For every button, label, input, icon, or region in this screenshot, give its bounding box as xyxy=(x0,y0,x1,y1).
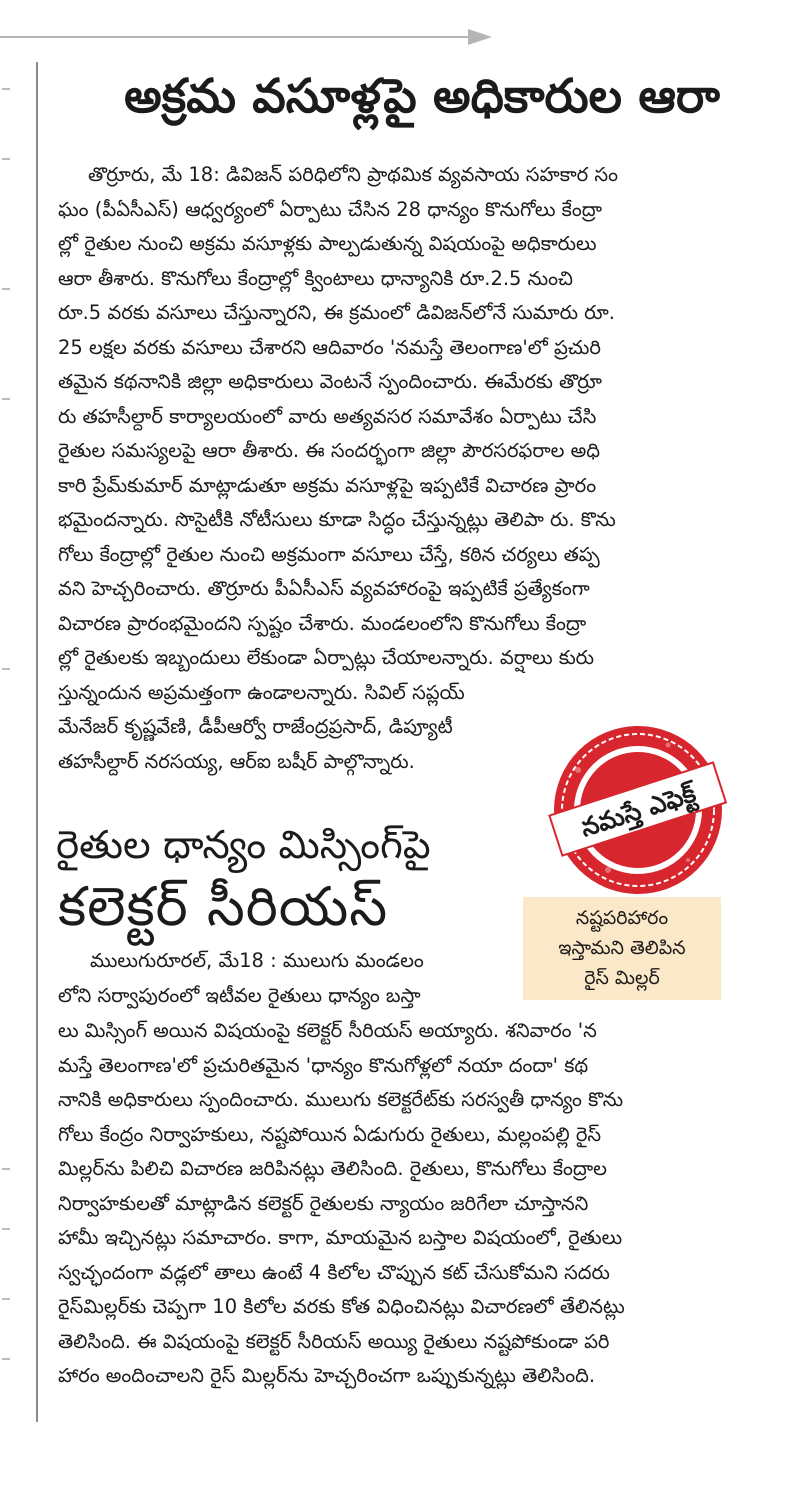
arrow-icon xyxy=(468,29,492,45)
adjacent-column-fragments xyxy=(2,68,12,1368)
text-line: స్వచ్ఛందంగా వడ్లలో తాలు ఉంటే 4 కిలోల చొప్పున కట్ చేసుకోమని సదరు xyxy=(58,1260,610,1284)
text-line: ఘం (పీఏసీఎస్) ఆధ్వర్యంలో ఏర్పాటు చేసిన 28 ధాన్యం కొనుగోలు కేంద్రా xyxy=(58,197,602,221)
text-line: రూ.5 వరకు వసూలు చేస్తున్నారని, ఈ క్రమంలో డివిజన్‌లోనే సుమారు రూ. xyxy=(58,301,615,324)
column-divider-rule xyxy=(36,62,38,1422)
stamp-label: నమస్తే ఎఫెక్ట్ xyxy=(577,778,700,843)
text-line: నానికి అధికారులు స్పందించారు. ములుగు కలెక్టరేట్‌కు సరస్వతీ ధాన్యం కొను xyxy=(58,1088,624,1111)
text-line: హారం అందించాలని రైస్ మిల్లర్‌ను హెచ్చరించగా ఒప్పుకున్నట్లు తెలిసింది. xyxy=(58,1364,596,1387)
article1-body xyxy=(58,158,722,779)
text-line: రైస్‌మిల్లర్‌కు చెప్పగా 10 కిలోల వరకు కోత విధించినట్లు విచారణలో తేలినట్లు xyxy=(58,1295,625,1318)
article2-intro xyxy=(58,944,504,1013)
text-line: రైతుల సమస్యలపై ఆరా తీశారు. ఈ సందర్భంగా జిల్లా పౌరసరఫరాల అధి xyxy=(58,439,601,462)
text-line: తెలిసింది. ఈ విషయంపై కలెక్టర్ సీరియస్ అయ్యి రైతులు నష్టపోకుండా పరి xyxy=(58,1329,610,1353)
text-line: హామీ ఇచ్చినట్లు సమాచారం. కాగా, మాయమైన బస్తాల విషయంలో, రైతులు xyxy=(58,1226,623,1249)
text-line: మిల్లర్‌ను పిలిచి విచారణ జరిపినట్లు తెలిసింది. రైతులు, కొనుగోలు కేంద్రాల xyxy=(58,1157,608,1180)
text-line: గోలు కేంద్రాల్లో రైతుల నుంచి అక్రమంగా వసూలు చేస్తే, కఠిన చర్యలు తప్ప xyxy=(58,542,600,566)
text-line: లోని సర్వాపురంలో ఇటీవల రైతులు ధాన్యం బస్తా xyxy=(58,983,421,1007)
text-line: గోలు కేంద్రం నిర్వాహకులు, నష్టపోయిన ఏడుగురు రైతులు, మల్లంపల్లి రైస్ xyxy=(58,1122,602,1146)
text-line: 25 లక్షల వరకు వసూలు చేశారని ఆదివారం 'నమస్తే తెలంగాణ'లో ప్రచురి xyxy=(58,335,601,359)
article-headline: అక్రమ వసూళ్లపై అధికారుల ఆరా xyxy=(124,69,720,124)
text-line: లు మిస్సింగ్ అయిన విషయంపై కలెక్టర్ సీరియస్ అయ్యారు. శనివారం 'న xyxy=(58,1019,597,1042)
highlight-box-line: ఇస్తామని తెలిపిన xyxy=(558,937,686,959)
text-line: ఆరా తీశారు. కొనుగోలు కేంద్రాల్లో క్వింటాలు ధాన్యానికి రూ.2.5 నుంచి xyxy=(58,266,573,290)
highlight-box xyxy=(523,897,721,1000)
text-line: స్తున్నందున అప్రమత్తంగా ఉండాలన్నారు. సివిల్ సప్లయ్ xyxy=(58,680,465,704)
text-line: తమైన కథనానికి జిల్లా అధికారులు వెంటనే స్పందించారు. ఈమేరకు తొర్రూ xyxy=(58,370,602,393)
subheadline-line2: కలెక్టర్ సీరియస్ xyxy=(58,875,389,938)
text-line: మస్తే తెలంగాణ'లో ప్రచురితమైన 'ధాన్యం కొనుగోళ్లలో నయా దందా' కథ xyxy=(58,1053,589,1077)
text-line: ల్లో రైతులకు ఇబ్బందులు లేకుండా ఏర్పాట్లు చేయాలన్నారు. వర్షాలు కురు xyxy=(58,646,594,669)
text-line: తొర్రూరు, మే 18: డివిజన్ పరిధిలోని ప్రాథమిక వ్యవసాయ సహకార సం xyxy=(88,163,618,186)
text-line: తహసీల్దార్ నరసయ్య, ఆర్ఐ బషీర్ పాల్గొన్నారు. xyxy=(58,749,415,773)
text-line: విచారణ ప్రారంభమైందని స్పష్టం చేశారు. మండలంలోని కొనుగోలు కేంద్రా xyxy=(58,611,587,635)
text-line: వని హెచ్చరించారు. తొర్రూరు పీఏసీఎస్ వ్యవహారంపై ఇప్పటికే ప్రత్యేకంగా xyxy=(58,577,590,600)
article2-body xyxy=(58,1014,722,1394)
text-line: నిర్వాహకులతో మాట్లాడిన కలెక్టర్ రైతులకు న్యాయం జరిగేలా చూస్తానని xyxy=(58,1191,589,1215)
text-line: భమైందన్నారు. సొసైటీకి నోటీసులు కూడా సిద్ధం చేస్తున్నట్లు తెలిపా రు. కొను xyxy=(58,508,616,531)
text-line: రు తహసీల్దార్ కార్యాలయంలో వారు అత్యవసర సమావేశం ఏర్పాటు చేసి xyxy=(58,404,597,428)
top-divider-rule xyxy=(0,36,480,38)
subheadline-line1: రైతుల ధాన్యం మిస్సింగ్‌పై xyxy=(56,823,431,868)
text-line: ల్లో రైతుల నుంచి అక్రమ వసూళ్లకు పాల్పడుతున్న విషయంపై అధికారులు xyxy=(58,232,597,255)
text-line: కారి ప్రేమ్‌కుమార్ మాట్లాడుతూ అక్రమ వసూళ్లపై ఇప్పటికే విచారణ ప్రారం xyxy=(58,473,597,497)
namaste-effect-stamp xyxy=(548,720,728,900)
text-line: ములుగురూరల్, మే18 : ములుగు మండలం xyxy=(90,949,424,972)
highlight-box-line: రైస్ మిల్లర్ xyxy=(584,967,660,989)
text-line: మేనేజర్ కృష్ణవేణి, డీపీఆర్వో రాజేంద్రప్రసాద్, డిప్యూటీ xyxy=(58,715,453,738)
highlight-box-line: నష్టపరిహారం xyxy=(575,907,669,929)
